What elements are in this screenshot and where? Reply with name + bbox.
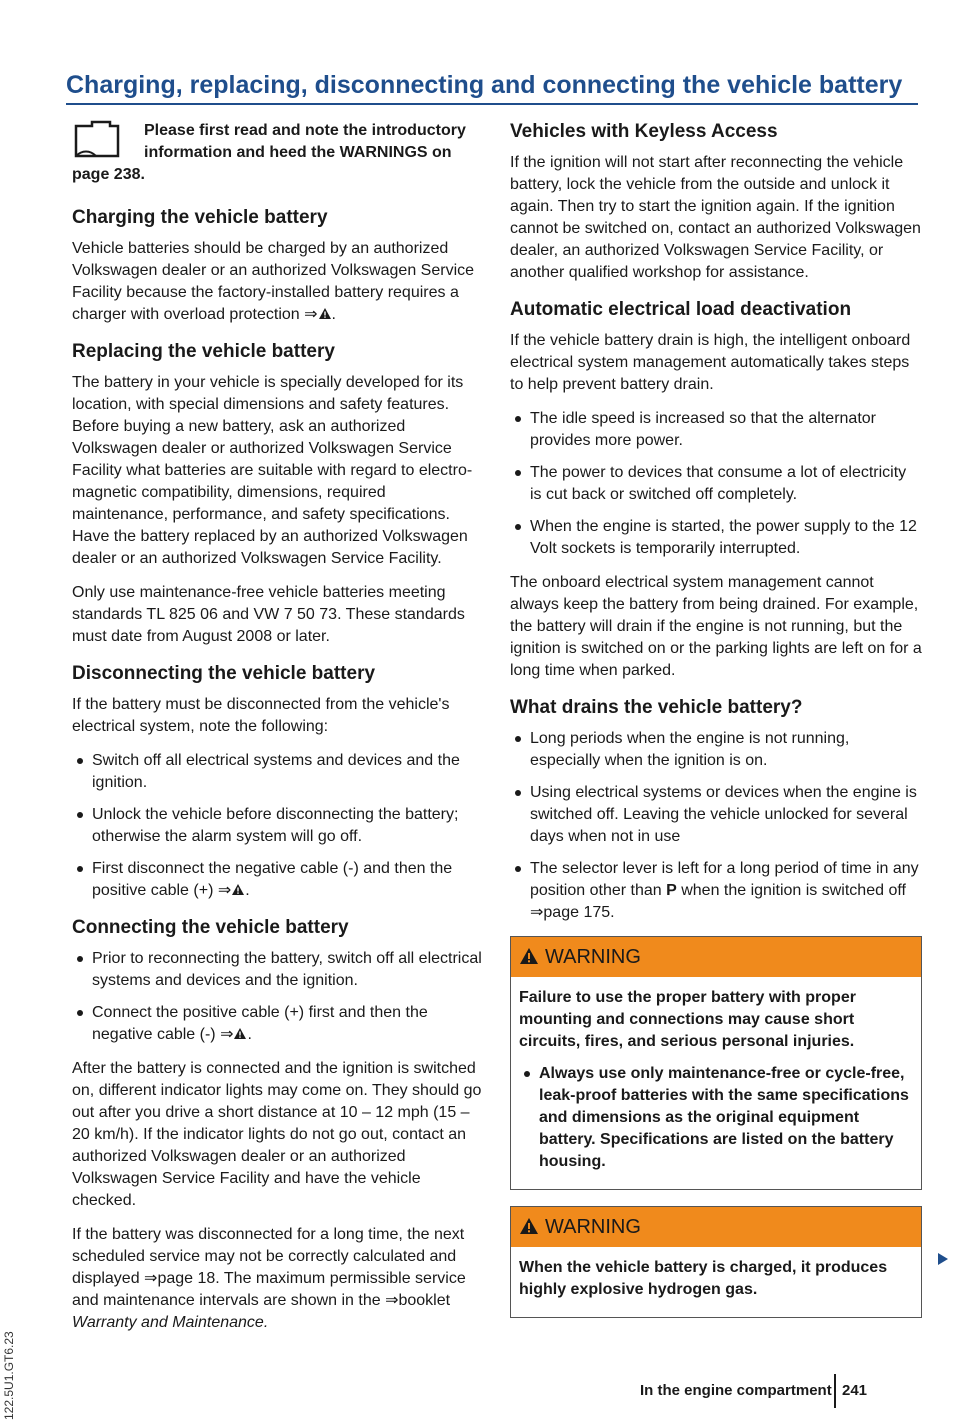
list-item: The selector lever is left for a long period of time in any position other than P when the ignition is switched off ⇒page 175. xyxy=(510,858,922,924)
warning-box-battery xyxy=(510,936,922,1190)
auto-deactivation-list xyxy=(510,408,922,560)
list-item: When the engine is started, the power supply to the 12 Volt sockets is temporarily interrupted. xyxy=(510,516,922,560)
warning-body: Failure to use the proper battery with proper mounting and connections may cause short circuits, fires, and serious personal injuries. Always use only maintenance-free or cycle-free, leak-proof batteries with the same specifications and dimensions as the original equipment battery. Specifications are listed on the battery housing. xyxy=(511,977,921,1189)
list-item: Connect the positive cable (+) first and then the negative cable (-) ⇒ . xyxy=(72,1002,484,1046)
keyless-heading: Vehicles with Keyless Access xyxy=(510,121,778,142)
replacing-text-1: The battery in your vehicle is specially developed for its location, with special dimensions and safety features. Before buying a new battery, ask an authorized Volkswagen dealer or authorized Volkswagen Service Facility what batteries are suitable with regard to electro-magnetic compatibility, dimensions, required maintenance, performance, and safety specifications. Have the battery replaced by an authorized Volkswagen dealer or an authorized Volkswagen Service Facility. xyxy=(72,374,473,567)
keyless-text: If the ignition will not start after reconnecting the vehicle battery, lock the vehicle from the outside and unlock it again. Then try to start the ignition again. If the ignition cannot be switched on, contact an authorized Volkswagen dealer, an authorized Volkswagen Service Facility, or another qualified workshop for assistance. xyxy=(510,154,921,281)
warning-header: WARNING xyxy=(511,937,921,977)
replacing-text-2: Only use maintenance-free vehicle batteries meeting standards TL 825 06 and VW 7 50 73. These standards must date from August 2008 or later. xyxy=(72,584,465,645)
warning-body: When the vehicle battery is charged, it produces highly explosive hydrogen gas. xyxy=(519,1259,888,1298)
replacing-heading: Replacing the vehicle battery xyxy=(72,341,335,362)
left-column xyxy=(72,120,484,1346)
warning-box-hydrogen xyxy=(510,1206,922,1318)
book-icon xyxy=(72,120,138,160)
page-number: 241 xyxy=(842,1382,868,1399)
list-item: Long periods when the engine is not running, especially when the ignition is on. xyxy=(510,728,922,772)
intro-text: Please first read and note the introductory information and heed the WARNINGS on page 238. xyxy=(72,122,466,183)
warning-triangle-icon xyxy=(318,307,332,320)
charging-heading: Charging the vehicle battery xyxy=(72,207,328,228)
list-item: The idle speed is increased so that the alternator provides more power. xyxy=(510,408,922,452)
continue-arrow-icon xyxy=(938,1253,948,1265)
intro-note xyxy=(72,120,484,186)
disconnecting-text: If the battery must be disconnected from the vehicle's electrical system, note the following: xyxy=(72,696,450,735)
list-item: Unlock the vehicle before disconnecting the battery; otherwise the alarm system will go off. xyxy=(72,804,484,848)
drains-list xyxy=(510,728,922,924)
title-divider xyxy=(66,103,918,105)
warning-triangle-icon xyxy=(519,1217,539,1235)
warning-triangle-icon xyxy=(519,947,539,965)
warning-header: WARNING xyxy=(511,1207,921,1247)
warning-triangle-icon xyxy=(231,883,245,896)
warning-triangle-icon xyxy=(233,1027,247,1040)
auto-deactivation-text: If the vehicle battery drain is high, the intelligent onboard electrical system management automatically takes steps to help prevent battery drain. xyxy=(510,332,911,393)
auto-deactivation-heading: Automatic electrical load deactivation xyxy=(510,299,852,320)
page-title: Charging, replacing, disconnecting and connecting the vehicle battery xyxy=(66,71,903,99)
right-column xyxy=(510,120,922,1334)
list-item: Using electrical systems or devices when the engine is switched off. Leaving the vehicle unlocked for several days when not in use xyxy=(510,782,922,848)
list-item: Switch off all electrical systems and devices and the ignition. xyxy=(72,750,484,794)
connecting-text-1: After the battery is connected and the ignition is switched on, different indicator lights may come on. They should go out after you drive a short distance at 10 – 12 mph (15 – 20 km/h). If the indicator lights do not go out, contact an authorized Volkswagen dealer or an authorized Volkswagen Service Facility and have the vehicle checked. xyxy=(72,1060,482,1209)
footer-section-title: In the engine compartment xyxy=(640,1382,832,1399)
connecting-list xyxy=(72,948,484,1046)
list-item: First disconnect the negative cable (-) and then the positive cable (+) ⇒ . xyxy=(72,858,484,902)
charging-text: Vehicle batteries should be charged by an authorized Volkswagen dealer or an authorized Volkswagen Service Facility because the factory-installed battery requires a charger with overload protection ⇒ . xyxy=(72,240,475,323)
drains-heading: What drains the vehicle battery? xyxy=(510,697,803,718)
list-item: Prior to reconnecting the battery, switch off all electrical systems and devices and the ignition. xyxy=(72,948,484,992)
side-code: 122.5U1.GT6.23 xyxy=(2,1331,16,1420)
auto-deactivation-text-2: The onboard electrical system management cannot always keep the battery from being drained. For example, the battery will drain if the engine is not running, but the ignition is switched on or the parking lights are left on for a long time when parked. xyxy=(510,574,922,679)
disconnecting-list xyxy=(72,750,484,902)
list-item: Always use only maintenance-free or cycle-free, leak-proof batteries with the same specifications and dimensions as the original equipment battery. Specifications are listed on the battery housing. xyxy=(519,1063,913,1173)
footer-divider xyxy=(834,1374,836,1408)
disconnecting-heading: Disconnecting the vehicle battery xyxy=(72,663,376,684)
connecting-text-2: If the battery was disconnected for a long time, the next scheduled service may not be correctly calculated and displayed ⇒page 18. The maximum permissible service and maintenance intervals are shown in the ⇒booklet Warranty and Maintenance. xyxy=(72,1226,466,1331)
connecting-heading: Connecting the vehicle battery xyxy=(72,917,349,938)
list-item: The power to devices that consume a lot of electricity is cut back or switched off completely. xyxy=(510,462,922,506)
